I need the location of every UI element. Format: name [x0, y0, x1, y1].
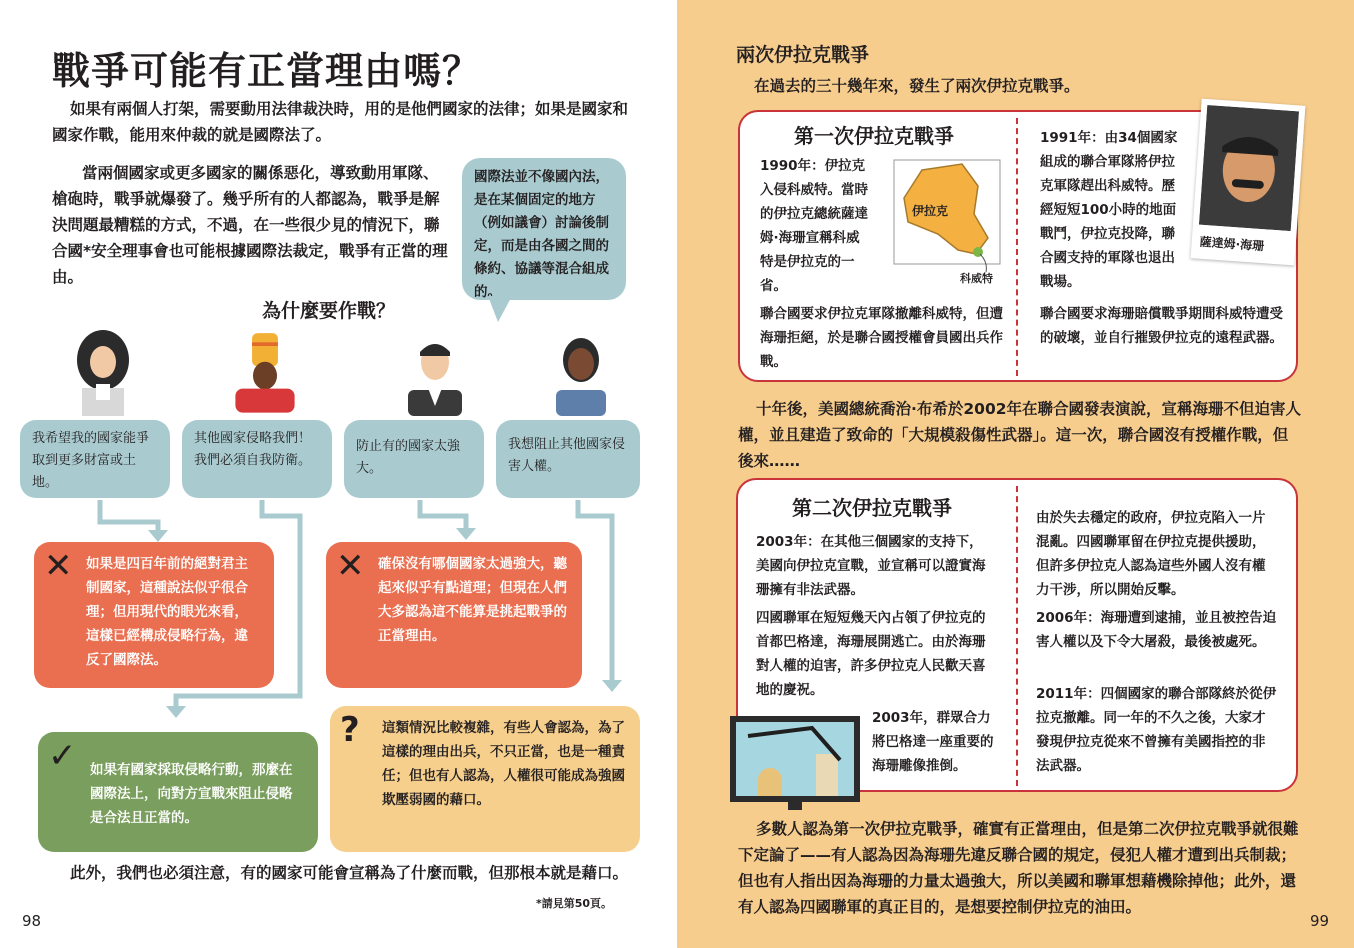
baghdad-occupation: 四國聯軍在短短幾天內占領了伊拉克的首都巴格達，海珊展開逃亡。由於海珊對人權的迫害，許多伊拉克人民歡天喜地的慶祝。 — [756, 610, 986, 698]
gentleman-character-icon — [398, 326, 472, 416]
event-text: ：由34個國家組成的聯合軍隊將伊拉克軍隊趕出科威特。歷經短短100小時的地面戰鬥，伊拉克投降，聯合國支持的軍隊也退出戰場。 — [1040, 130, 1178, 290]
speech-text: 我想阻止其他國家侵害人權。 — [508, 437, 626, 474]
answer-text: 如果是四百年前的絕對君主制國家，這種說法似乎很合理；但用現代的眼光來看，這樣已經構成侵略行為，違反了國際法。 — [86, 556, 248, 668]
check-icon: ✓ — [48, 736, 77, 776]
king-character-icon — [66, 326, 140, 416]
event-text: ：伊拉克入侵科威特。當時的伊拉克總統薩達姆·海珊宣稱科威特是伊拉克的一省。 — [760, 158, 868, 294]
answer-box-balance — [326, 542, 582, 688]
event-1990 — [760, 154, 872, 298]
box-divider — [1016, 118, 1018, 376]
event-2003 — [756, 530, 996, 602]
page-number-right: 99 — [1310, 912, 1330, 930]
cross-icon: ✕ — [44, 546, 73, 586]
year-label: 1991年 — [1040, 130, 1092, 146]
page-number-left: 98 — [22, 912, 42, 930]
map-label-iraq: 伊拉克 — [912, 204, 949, 218]
page-title: 戰爭可能有正當理由嗎？ — [52, 49, 482, 93]
box-divider — [1016, 486, 1018, 786]
answer-box-defense — [38, 732, 318, 852]
international-law-callout: 國際法並不像國內法，是在某個固定的地方（例如議會）討論後制定，而是由各國之間的條約、協議等混合組成的。 — [462, 158, 626, 300]
year-label: 2011年 — [1036, 686, 1088, 702]
bush-paragraph: 十年後，美國總統喬治·布希於2002年在聯合國發表演說，宣稱海珊不但迫害人權，並且建造了致命的「大規模殺傷性武器」。這一次，聯合國沒有授權作戰，但後來…… — [738, 400, 1302, 470]
statue-caption: 2003年，群眾合力將巴格達一座重要的海珊雕像推倒。 — [872, 710, 994, 774]
section-subheading: 為什麼要作戰？ — [262, 300, 396, 322]
answer-box-human-rights — [330, 706, 640, 852]
intro-paragraph: 如果有兩個人打架，需要動用法律裁決時，用的是他們國家的法律；如果是國家和國家作戰，能用來仲裁的就是國際法了。 — [52, 100, 629, 144]
event-2006 — [1036, 606, 1278, 654]
saddam-portrait-icon — [1199, 105, 1299, 231]
answer-text: 如果有國家採取侵略行動，那麼在國際法上，向對方宣戰來阻止侵略是合法且正當的。 — [90, 762, 293, 826]
iraq-wars-intro: 在過去的三十幾年來，發生了兩次伊拉克戰爭。 — [754, 77, 1080, 95]
speech-text: 我希望我的國家能爭取到更多財富或土地。 — [32, 431, 150, 490]
answer-box-wealth — [34, 542, 274, 688]
war-paragraph: 當兩個國家或更多國家的關係惡化，導致動用軍隊、槍砲時，戰爭就爆發了。幾乎所有的人都認為，戰爭是解決問題最糟糕的方式，不過，在一些很少見的情況下，聯合國*安全理事會也可能根據國際法裁定，戰爭有正當的理由。 — [52, 164, 448, 286]
question-icon: ? — [340, 710, 360, 750]
conclusion-paragraph: 多數人認為第一次伊拉克戰爭，確實有正當理由，但是第二次伊拉克戰爭就很難下定論了——有人認為因為海珊先違反聯合國的規定，侵犯人權才遭到出兵制裁；但也有人指出因為海珊的力量太過強大，所以美國和聯軍想藉機除掉他；此外，還有人認為四國聯軍的真正目的，是想要控制伊拉克的油田。 — [738, 820, 1299, 916]
answer-text: 確保沒有哪個國家太過強大，聽起來似乎有點道理；但現在人們大多認為這不能算是挑起戰爭的正當理由。 — [378, 556, 567, 644]
speech-bubble-human-rights — [496, 420, 640, 498]
map-label-kuwait: 科威特 — [960, 272, 993, 285]
first-war-title: 第一次伊拉克戰爭 — [794, 124, 954, 148]
woman-character-icon — [544, 326, 618, 416]
speech-text: 其他國家侵略我們！我們必須自我防衛。 — [194, 431, 312, 468]
answer-text: 這類情況比較複雜，有些人會認為，為了這樣的理由出兵，不只正當，也是一種責任；但也有人認為，人權很可能成為強國欺壓弱國的藉口。 — [382, 720, 625, 808]
african-leader-character-icon — [228, 326, 302, 416]
cross-icon: ✕ — [336, 546, 365, 586]
iraq-chaos: 由於失去穩定的政府，伊拉克陷入一片混亂。四國聯軍留在伊拉克提供援助，但許多伊拉克人認為這些外國人沒有權力干涉，所以開始反擊。 — [1036, 510, 1266, 598]
year-label: 2006年 — [1036, 610, 1088, 626]
un-demand-1: 聯合國要求伊拉克軍隊撤離科威特，但遭海珊拒絕，於是聯合國授權會員國出兵作戰。 — [760, 306, 1003, 370]
year-label: 2003年 — [756, 534, 808, 550]
callout-tail — [488, 296, 512, 322]
speech-bubble-wealth — [20, 420, 170, 498]
speech-bubble-defense — [182, 420, 332, 498]
iraq-map-icon — [892, 158, 1002, 286]
footnote: *請見第50頁。 — [536, 897, 613, 910]
event-2011 — [1036, 682, 1278, 778]
event-1991 — [1040, 126, 1182, 294]
event-text: ：海珊遭到逮捕，並且被控告迫害人權以及下令大屠殺，最後被處死。 — [1036, 610, 1277, 650]
year-label: 1990年 — [760, 158, 812, 174]
un-demand-2: 聯合國要求海珊賠償戰爭期間科威特遭受的破壞，並自行摧毀伊拉克的遠程武器。 — [1040, 306, 1283, 346]
statue-toppling-icon — [728, 714, 862, 812]
photo-caption: 薩達姆·海珊 — [1199, 234, 1265, 254]
excuse-paragraph: 此外，我們也必須注意，有的國家可能會宣稱為了什麼而戰，但那根本就是藉口。 — [70, 864, 629, 882]
speech-bubble-balance — [344, 420, 484, 498]
speech-text: 防止有的國家太強大。 — [356, 439, 461, 476]
iraq-wars-title: 兩次伊拉克戰爭 — [736, 44, 870, 66]
event-text: ：在其他三個國家的支持下，美國向伊拉克宣戰，並宣稱可以證實海珊擁有非法武器。 — [756, 534, 986, 598]
saddam-photo — [1191, 99, 1306, 266]
second-war-title: 第二次伊拉克戰爭 — [792, 496, 952, 520]
event-text: ：四個國家的聯合部隊終於從伊拉克撤離。同一年的不久之後，大家才發現伊拉克從來不曾擁有美國指控的非法武器。 — [1036, 686, 1277, 774]
